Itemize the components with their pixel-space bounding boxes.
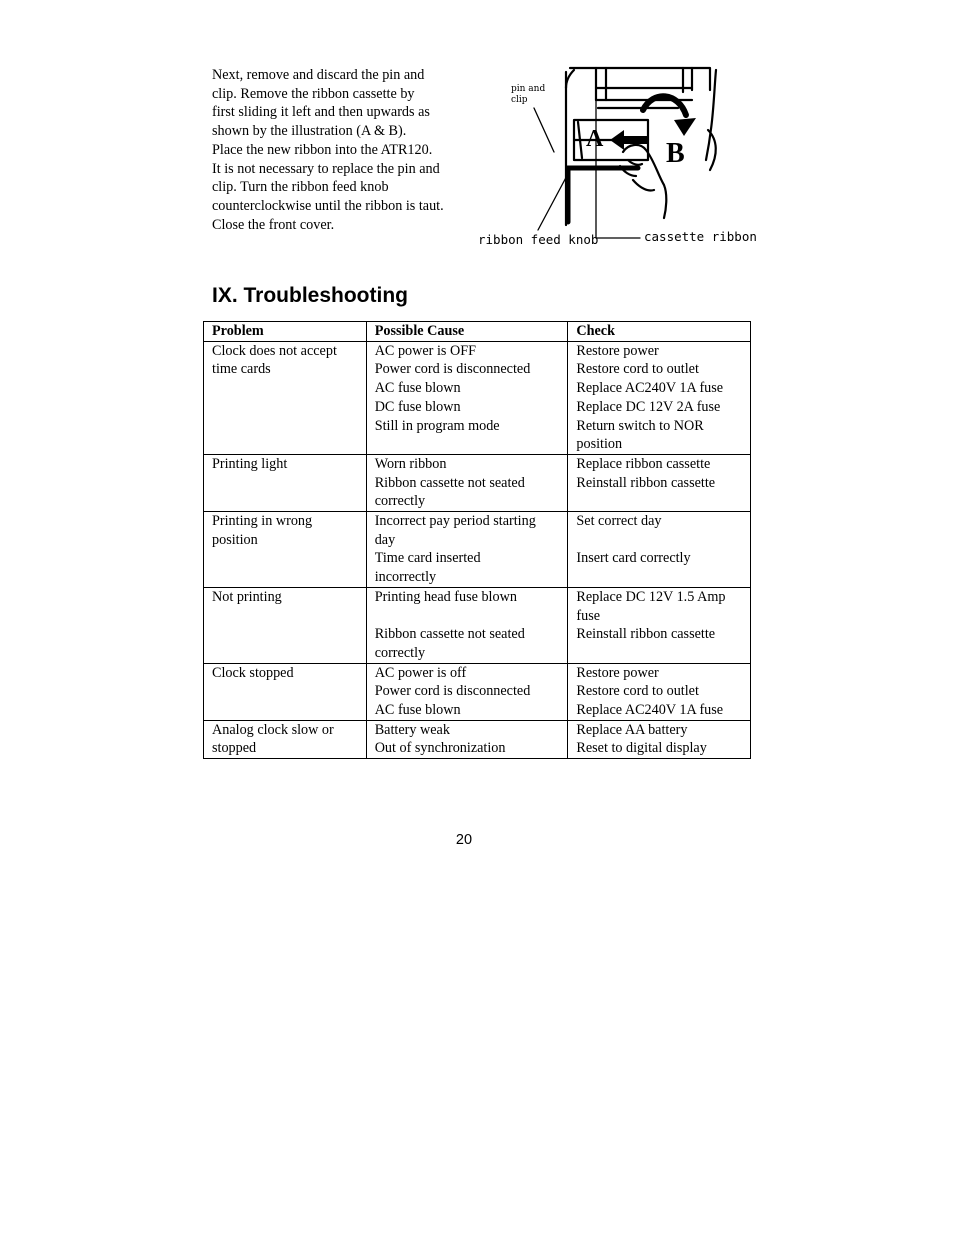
header-check: Check xyxy=(568,322,751,342)
cell-line: Ribbon cassette not seated xyxy=(374,474,525,491)
cause-cell xyxy=(366,720,568,758)
intro-line: first sliding it left and then upwards as xyxy=(212,104,430,121)
cell-line: AC fuse blown xyxy=(374,380,461,397)
cell-spacer xyxy=(576,531,746,550)
intro-paragraph xyxy=(212,66,474,234)
table-row xyxy=(204,587,751,663)
intro-line: shown by the illustration (A & B). xyxy=(212,123,407,140)
cause-cell xyxy=(366,663,568,720)
table-row xyxy=(204,454,751,511)
cell-line: AC power is off xyxy=(374,664,467,681)
problem-cell xyxy=(204,720,367,758)
cell-line: incorrectly xyxy=(374,569,437,586)
header-problem: Problem xyxy=(204,322,367,342)
cell-line: Replace AC240V 1A fuse xyxy=(576,702,724,719)
cell-line: Set correct day xyxy=(576,513,662,530)
cell-line: Replace AA battery xyxy=(576,721,688,738)
cell-line: fuse xyxy=(576,607,601,624)
cell-line: Power cord is disconnected xyxy=(374,361,531,378)
cell-line: time cards xyxy=(212,361,271,378)
figure-label-a: A xyxy=(586,126,604,152)
cell-line: Restore cord to outlet xyxy=(576,683,699,700)
cell-line: Time card inserted xyxy=(374,550,481,567)
table-row xyxy=(204,663,751,720)
problem-cell xyxy=(204,663,367,720)
intro-line: It is not necessary to replace the pin and xyxy=(212,160,440,177)
cell-line: Printing in wrong xyxy=(212,513,313,530)
cell-line: AC power is OFF xyxy=(374,342,476,359)
cell-line: AC fuse blown xyxy=(374,702,461,719)
cell-line: Reinstall ribbon cassette xyxy=(576,474,716,491)
cell-line: Ribbon cassette not seated xyxy=(374,626,525,643)
cell-line: Return switch to NOR xyxy=(576,417,704,434)
cell-line: correctly xyxy=(374,493,426,510)
cell-line: Analog clock slow or xyxy=(212,721,334,738)
section-title: IX. Troubleshooting xyxy=(212,284,408,307)
intro-line: Close the front cover. xyxy=(212,216,335,233)
cell-line: Incorrect pay period starting xyxy=(374,513,536,530)
table-row xyxy=(204,512,751,588)
ribbon-feed-knob-label: ribbon feed knob xyxy=(478,232,599,247)
problem-cell xyxy=(204,587,367,663)
cell-line: Restore cord to outlet xyxy=(576,361,699,378)
page-number: 20 xyxy=(455,832,473,848)
cell-line: position xyxy=(212,531,258,548)
cell-line: Reset to digital display xyxy=(576,740,707,757)
check-cell xyxy=(568,587,751,663)
cause-cell xyxy=(366,512,568,588)
cause-cell xyxy=(366,454,568,511)
cell-line: Replace DC 12V 1.5 Amp xyxy=(576,588,726,605)
problem-cell xyxy=(204,512,367,588)
table-row xyxy=(204,720,751,758)
clip-label-line: clip xyxy=(511,95,528,105)
check-cell xyxy=(568,341,751,454)
cell-spacer xyxy=(375,607,564,626)
table-body xyxy=(204,341,751,758)
cell-line: Printing head fuse blown xyxy=(374,588,517,605)
ribbon-replacement-illustration xyxy=(478,60,757,252)
check-cell xyxy=(568,663,751,720)
cell-line: Out of synchronization xyxy=(374,740,506,757)
cell-line: Clock does not accept xyxy=(212,342,337,359)
pin-and-clip-label xyxy=(511,84,545,106)
cell-line: Replace ribbon cassette xyxy=(576,455,711,472)
cell-line: Clock stopped xyxy=(212,664,294,681)
cell-line: Reinstall ribbon cassette xyxy=(576,626,716,643)
table-row xyxy=(204,341,751,454)
cause-cell xyxy=(366,341,568,454)
cell-line: Replace DC 12V 2A fuse xyxy=(576,398,721,415)
cell-line: day xyxy=(374,531,396,548)
cell-line: DC fuse blown xyxy=(374,398,461,415)
cause-cell xyxy=(366,587,568,663)
troubleshooting-table xyxy=(203,321,751,759)
pin-label-line: pin and xyxy=(511,84,546,94)
cell-line: Worn ribbon xyxy=(374,455,447,472)
cell-line: stopped xyxy=(212,740,257,757)
intro-line: Place the new ribbon into the ATR120. xyxy=(212,141,433,158)
check-cell xyxy=(568,512,751,588)
intro-line: counterclockwise until the ribbon is taut. xyxy=(212,197,444,214)
cell-line: Power cord is disconnected xyxy=(374,683,531,700)
problem-cell xyxy=(204,454,367,511)
cell-line: Insert card correctly xyxy=(576,550,691,567)
cell-line: position xyxy=(576,436,623,453)
check-cell xyxy=(568,720,751,758)
cell-line: Battery weak xyxy=(374,721,450,738)
cell-line: Not printing xyxy=(212,588,282,605)
problem-cell xyxy=(204,341,367,454)
header-possible-cause: Possible Cause xyxy=(366,322,568,342)
cassette-ribbon-label: cassette ribbon xyxy=(644,229,757,244)
cell-line: Replace AC240V 1A fuse xyxy=(576,380,724,397)
figure-label-b: B xyxy=(666,138,685,169)
cell-line: Printing light xyxy=(212,455,288,472)
cell-line: correctly xyxy=(374,644,426,661)
check-cell xyxy=(568,454,751,511)
table-header-row xyxy=(204,322,751,342)
cell-line: Still in program mode xyxy=(374,417,500,434)
cell-line: Restore power xyxy=(576,664,659,681)
intro-line: clip. Turn the ribbon feed knob xyxy=(212,179,389,196)
intro-line: clip. Remove the ribbon cassette by xyxy=(212,85,415,102)
intro-line: Next, remove and discard the pin and xyxy=(212,67,425,83)
cell-line: Restore power xyxy=(576,342,659,359)
